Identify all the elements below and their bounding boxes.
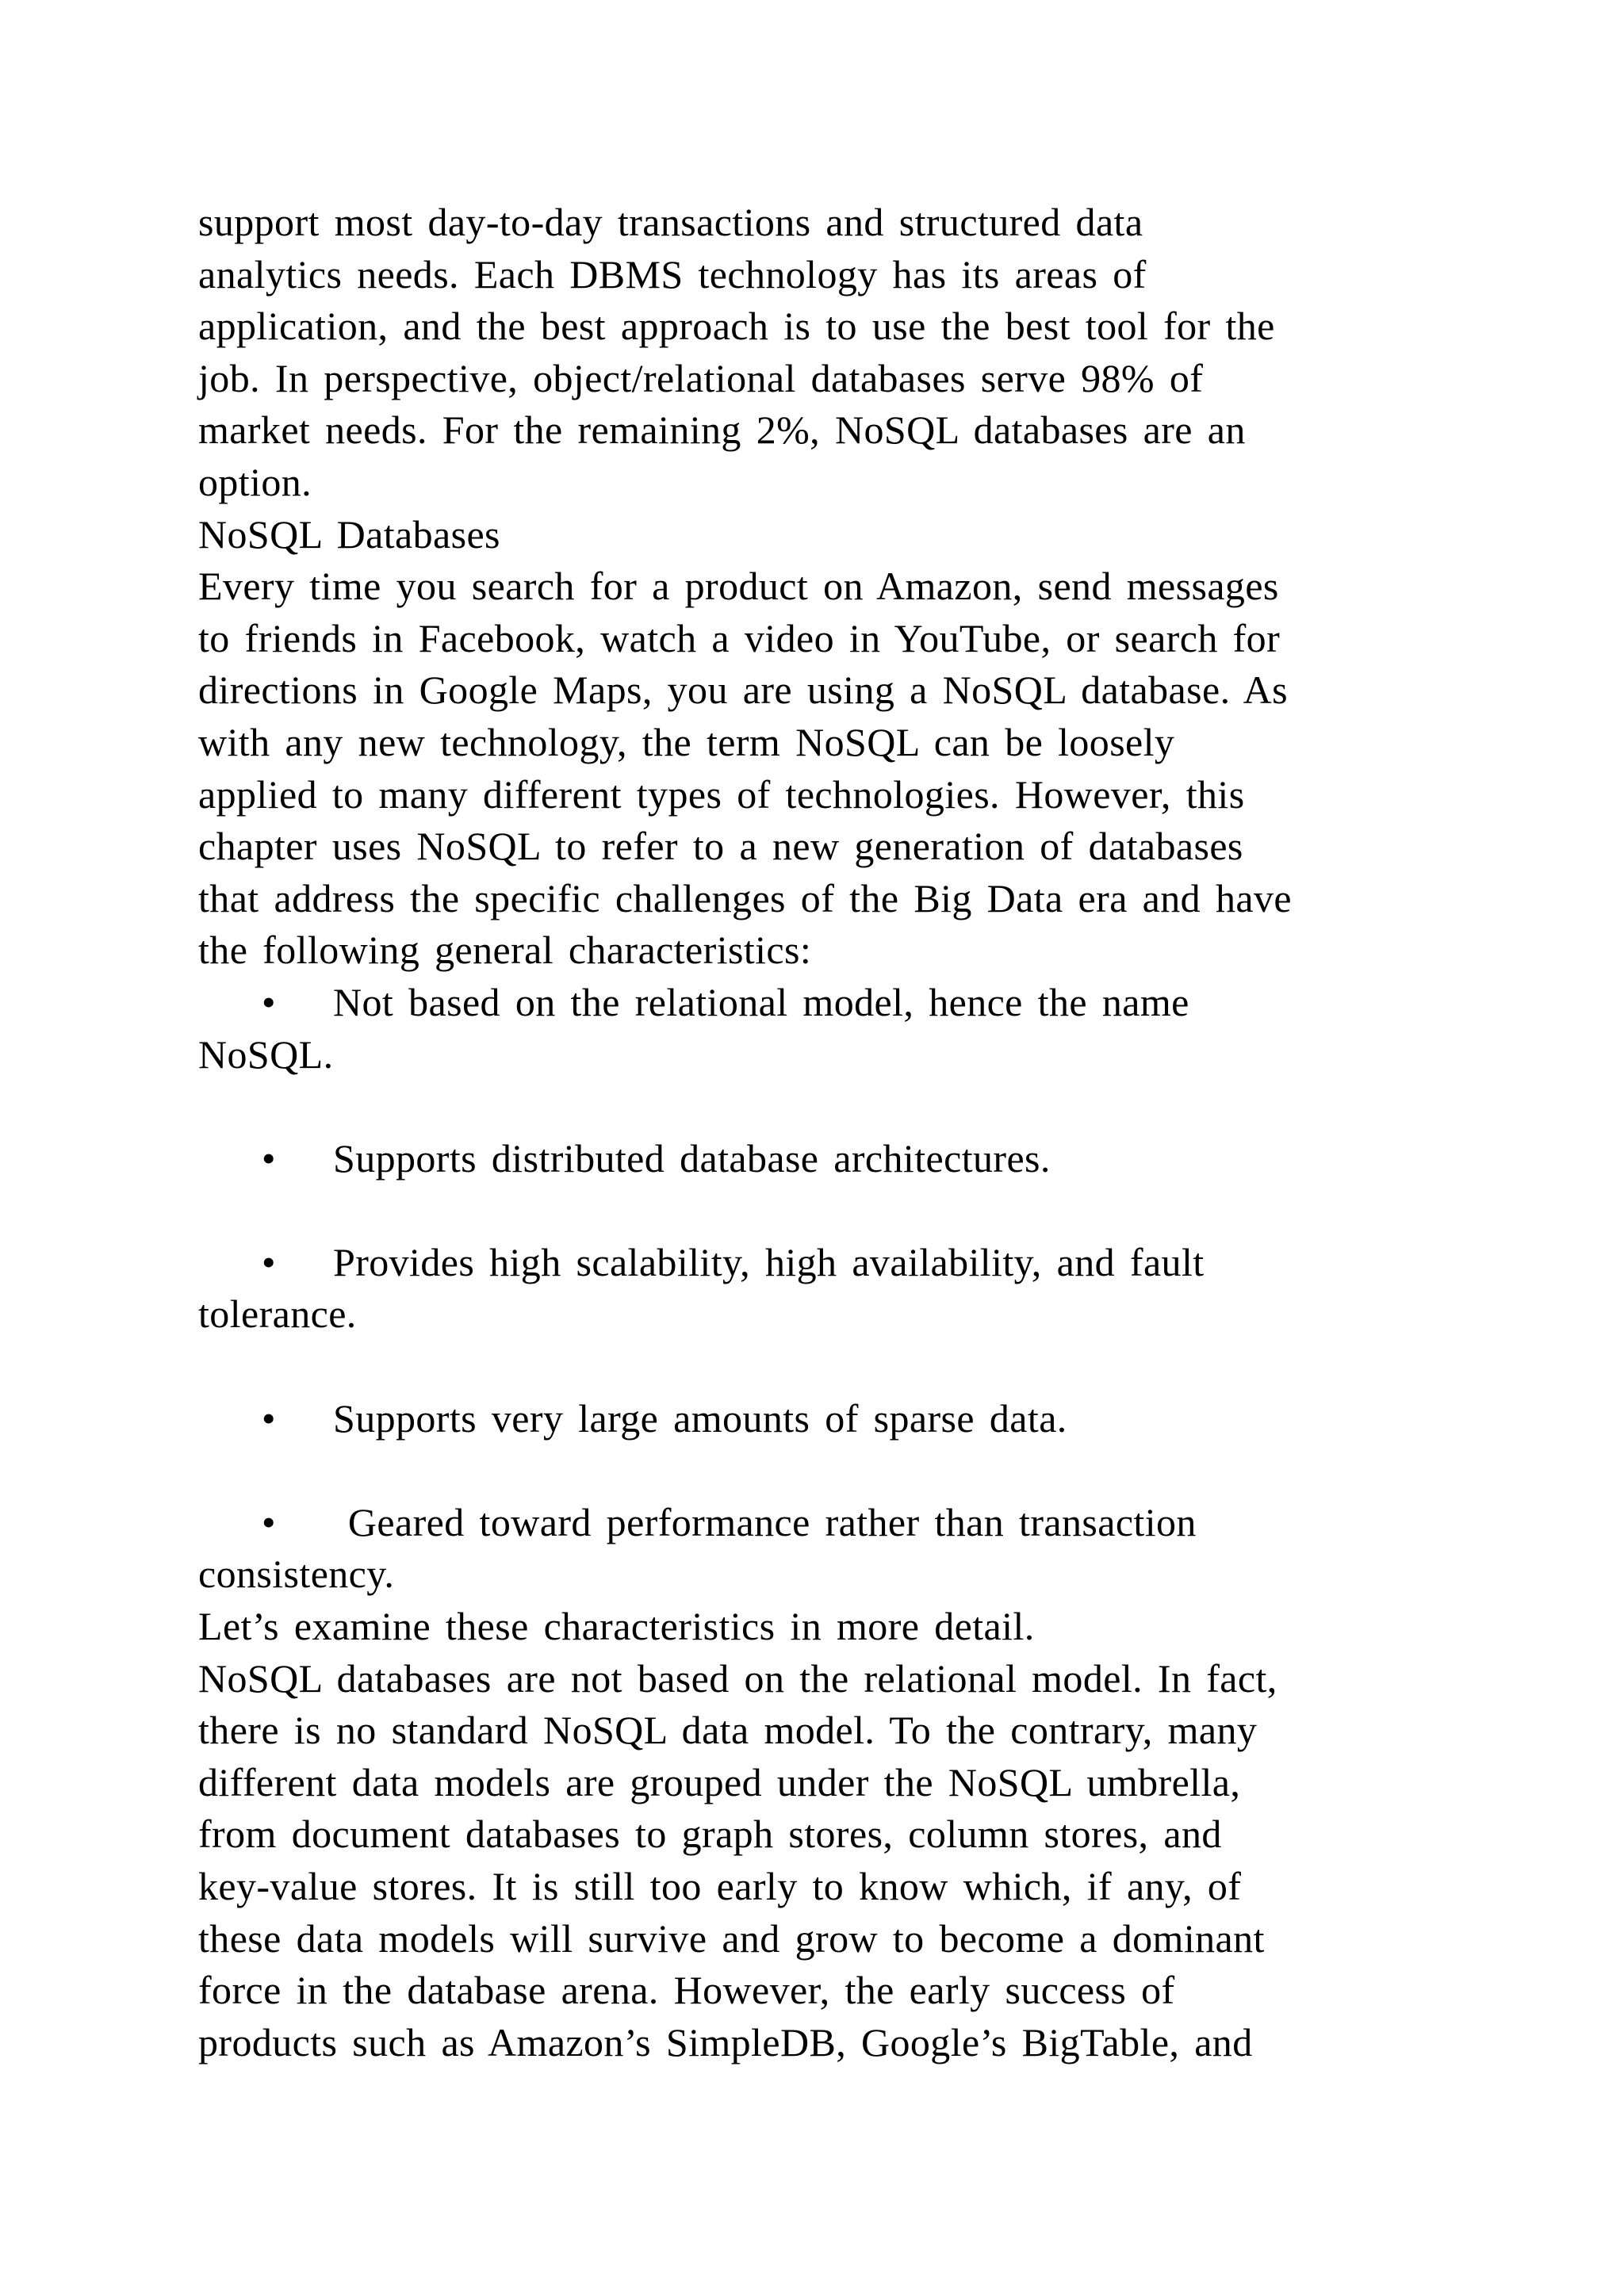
bullet-icon: • <box>262 1135 276 1181</box>
bullet-icon: • <box>262 1499 276 1544</box>
spacer <box>198 1184 1507 1237</box>
text-line: application, and the best approach is to use the best tool for the <box>198 304 1275 349</box>
spacer <box>198 1445 1507 1497</box>
bullet-continuation: tolerance. <box>198 1292 357 1337</box>
text-line: applied to many different types of technologies. However, this <box>198 771 1245 817</box>
text-line: that address the specific challenges of the Big Data era and have <box>198 875 1292 920</box>
bullet-icon: • <box>262 979 276 1024</box>
text-line: different data models are grouped under the NoSQL umbrella, <box>198 1759 1241 1804</box>
bullet-text: Provides high scalability, high availability, and fault <box>333 1239 1205 1284</box>
text-line: Let’s examine these characteristics in more detail. <box>198 1604 1035 1649</box>
bullet-continuation: NoSQL. <box>198 1031 334 1077</box>
text-line: products such as Amazon’s SimpleDB, Google’s BigTable, and <box>198 2019 1253 2064</box>
bullet-item <box>198 1393 1507 1445</box>
text-line: to friends in Facebook, watch a video in YouTube, or search for <box>198 615 1281 660</box>
text-line: directions in Google Maps, you are using a NoSQL database. As <box>198 668 1288 713</box>
spacer <box>198 1081 1507 1133</box>
text-line: the following general characteristics: <box>198 928 812 973</box>
spacer <box>198 1341 1507 1393</box>
bullet-continuation: consistency. <box>198 1552 395 1597</box>
text-line: market needs. For the remaining 2%, NoSQL databases are an <box>198 408 1246 453</box>
text-line: force in the database arena. However, the early success of <box>198 1968 1175 2013</box>
text-line: support most day-to-day transactions and structured data <box>198 200 1143 244</box>
bullet-text: Supports distributed database architectures. <box>333 1135 1051 1181</box>
text-line: NoSQL databases are not based on the relational model. In fact, <box>198 1655 1277 1701</box>
text-line: with any new technology, the term NoSQL can be loosely <box>198 719 1175 764</box>
text-line: there is no standard NoSQL data model. To the contrary, many <box>198 1708 1258 1753</box>
text-line: chapter uses NoSQL to refer to a new generation of databases <box>198 824 1243 869</box>
text-line: option. <box>198 459 312 504</box>
text-line: analytics needs. Each DBMS technology has its areas of <box>198 251 1147 297</box>
bullet-text: Not based on the relational model, hence the name <box>333 979 1189 1024</box>
bullet-item <box>198 977 1507 1029</box>
text-line: these data models will survive and grow to become a dominant <box>198 1915 1265 1961</box>
bullet-icon: • <box>262 1239 276 1284</box>
text-line: job. In perspective, object/relational databases serve 98% of <box>198 355 1204 400</box>
bullet-text: Geared toward performance rather than transaction <box>333 1499 1197 1544</box>
text-line: key-value stores. It is still too early to know which, if any, of <box>198 1864 1242 1908</box>
document-body <box>198 197 1507 2068</box>
section-heading: NoSQL Databases <box>198 511 500 557</box>
bullet-item <box>198 1497 1507 1549</box>
text-line: from document databases to graph stores, column stores, and <box>198 1812 1222 1857</box>
text-line: Every time you search for a product on Amazon, send messages <box>198 564 1279 609</box>
bullet-icon: • <box>262 1395 276 1441</box>
bullet-item <box>198 1133 1507 1185</box>
bullet-item <box>198 1237 1507 1289</box>
bullet-text: Supports very large amounts of sparse data. <box>333 1395 1067 1441</box>
